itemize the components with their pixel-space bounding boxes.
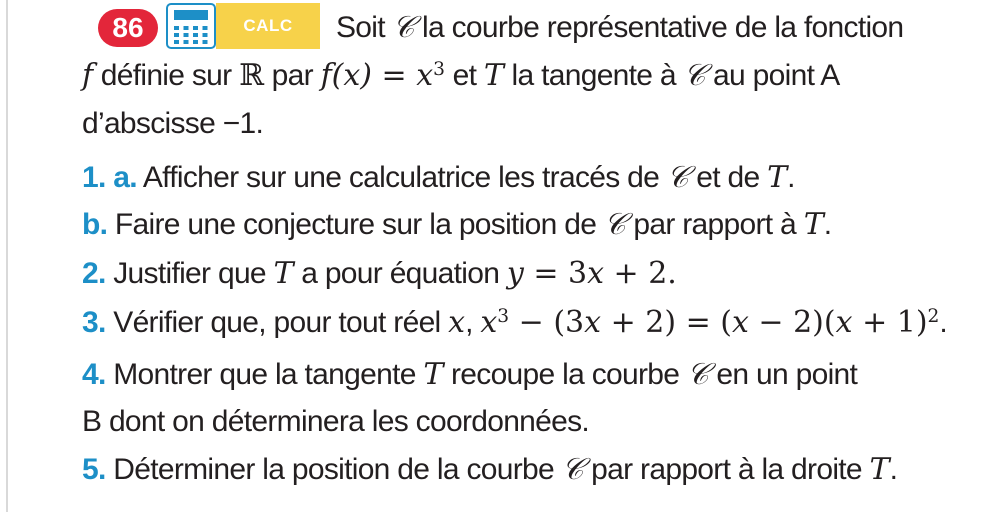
- intro-text: Soit: [336, 11, 393, 44]
- question-1b: [82, 207, 831, 243]
- intro-text: au point A: [705, 59, 840, 92]
- question-3: [82, 305, 947, 341]
- question-text: Vérifier que, pour tout réel: [105, 306, 449, 339]
- equals-sign: =: [372, 58, 417, 93]
- question-text: Montrer que la tangente: [105, 358, 424, 391]
- equation-part: + 2) = (: [601, 305, 732, 340]
- variable-x: x: [584, 305, 602, 340]
- question-4-line-2: [82, 404, 589, 440]
- variable-x: x: [731, 305, 749, 340]
- intro-line-1: [336, 10, 903, 46]
- equation-part: − 2)(: [748, 305, 836, 340]
- curve-symbol: 𝒞: [392, 10, 415, 45]
- function-expression: f(x): [320, 58, 372, 93]
- intro-text: et: [444, 59, 484, 92]
- question-text: .: [889, 453, 898, 486]
- tangent-symbol: T: [767, 160, 788, 195]
- curve-symbol: 𝒞: [666, 160, 689, 195]
- tangent-symbol: T: [483, 58, 504, 93]
- question-text: et de: [688, 161, 768, 194]
- question-text: par rapport à la droite: [583, 453, 870, 486]
- variable-y: y: [506, 256, 524, 291]
- question-number: b.: [82, 208, 108, 241]
- intro-text: d’abscisse −1.: [82, 107, 264, 140]
- question-text: a pour équation: [293, 257, 507, 290]
- question-text: .: [823, 208, 832, 241]
- question-2: [82, 256, 677, 292]
- curve-symbol: 𝒞: [686, 357, 709, 392]
- curve-symbol: 𝒞: [603, 207, 626, 242]
- question-text: .: [939, 306, 948, 339]
- question-text: Afficher sur une calculatrice les tracés de: [136, 161, 667, 194]
- question-1a: [82, 160, 795, 196]
- exponent: 3: [497, 305, 510, 327]
- exercise-number-badge: 86: [98, 9, 158, 47]
- question-text: Justifier que: [105, 257, 274, 290]
- tangent-symbol: T: [869, 452, 890, 487]
- question-number: 2.: [82, 257, 106, 290]
- calc-tag: CALC: [216, 3, 320, 49]
- curve-symbol: 𝒞: [561, 452, 584, 487]
- reals-symbol: ℝ: [239, 58, 265, 93]
- variable-x: x: [448, 305, 466, 340]
- variable-x: x: [587, 256, 605, 291]
- equation-part: = 3: [523, 256, 588, 291]
- question-text: B dont on déterminera les coordonnées.: [82, 405, 590, 438]
- exponent: 3: [433, 58, 445, 80]
- exponent: 2: [927, 305, 940, 327]
- question-number: 5.: [82, 453, 106, 486]
- question-text: Faire une conjecture sur la position de: [107, 208, 604, 241]
- question-number: 4.: [82, 358, 106, 391]
- variable-x: x: [480, 305, 498, 340]
- question-text: par rapport à: [625, 208, 804, 241]
- question-text: Déterminer la position de la courbe: [105, 453, 562, 486]
- calculator-keys: [174, 24, 208, 44]
- calculator-icon: [166, 3, 216, 49]
- question-4: [82, 357, 857, 393]
- intro-line-2: [82, 58, 840, 94]
- curve-symbol: 𝒞: [683, 58, 706, 93]
- calculator-screen: [174, 10, 208, 20]
- question-number: 3.: [82, 306, 106, 339]
- intro-text: définie sur: [93, 59, 240, 92]
- tangent-symbol: T: [273, 256, 294, 291]
- question-text: en un point: [708, 358, 858, 391]
- tangent-symbol: T: [423, 357, 444, 392]
- question-text: recoupe la courbe: [443, 358, 687, 391]
- tangent-symbol: T: [803, 207, 824, 242]
- question-text: ,: [465, 306, 481, 339]
- intro-text: la courbe représentative de la fonction: [414, 11, 904, 44]
- intro-text: par: [264, 59, 321, 92]
- question-text: .: [787, 161, 795, 194]
- variable-x: x: [835, 305, 853, 340]
- equation-part: − (3: [509, 305, 585, 340]
- question-5: [82, 452, 897, 488]
- equation-part: + 2.: [604, 256, 677, 291]
- intro-text: la tangente à: [503, 59, 684, 92]
- question-number: 1. a.: [82, 161, 137, 194]
- function-symbol: f: [82, 58, 94, 93]
- intro-line-3: [82, 106, 263, 142]
- variable-x: x: [416, 58, 434, 93]
- equation-part: + 1): [852, 305, 928, 340]
